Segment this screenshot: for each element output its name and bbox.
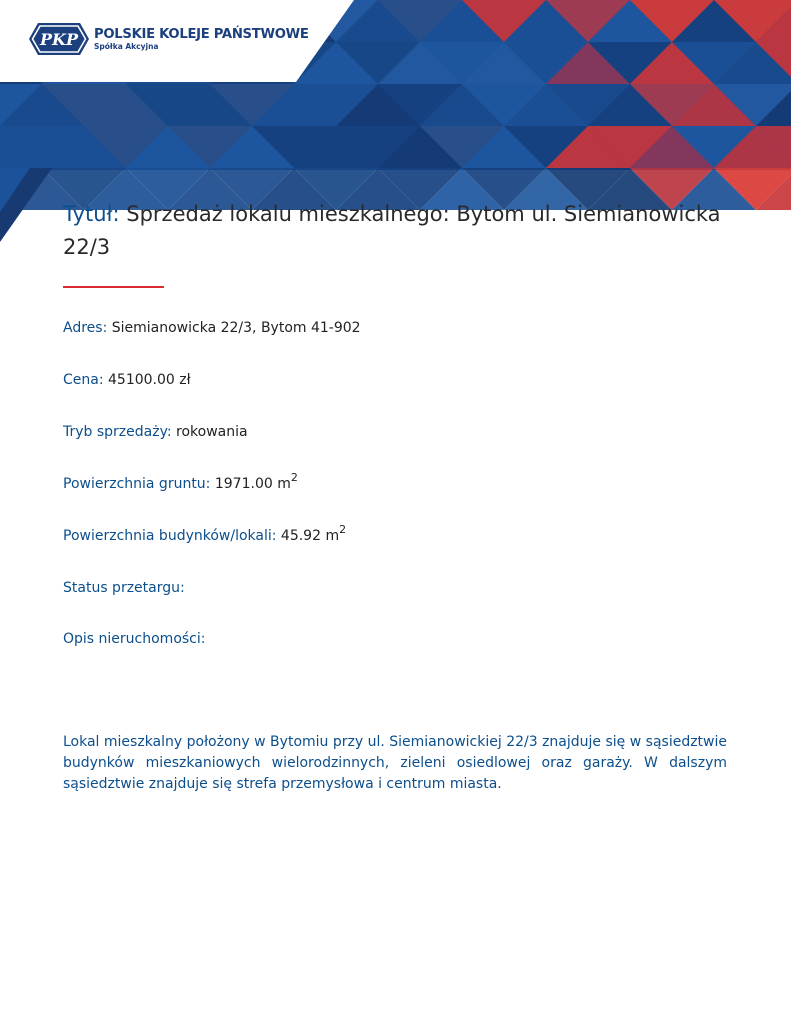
field-label: Powierzchnia gruntu: bbox=[63, 476, 211, 492]
field-label: Status przetargu: bbox=[63, 580, 185, 596]
title-value: Sprzedaż lokalu mieszkalnego: Bytom ul. Siemianowicka 22/3 bbox=[63, 202, 721, 259]
pkp-logo-mark-icon bbox=[28, 22, 90, 56]
field-value: Siemianowicka 22/3, Bytom 41-902 bbox=[111, 320, 361, 336]
field-value: 45.92 $m^2$ bbox=[280, 523, 347, 544]
field-label: Adres: bbox=[63, 320, 108, 336]
title-divider bbox=[63, 286, 164, 288]
unit-superscript: 2 bbox=[339, 523, 347, 536]
field-land-area bbox=[63, 471, 298, 493]
logo-title: POLSKIE KOLEJE PAŃSTWOWE bbox=[94, 26, 309, 42]
field-value: rokowania bbox=[176, 424, 248, 440]
field-building-area bbox=[63, 523, 347, 545]
page-title bbox=[63, 198, 723, 264]
title-label: Tytuł: bbox=[63, 202, 120, 226]
field-auction-status bbox=[63, 579, 185, 597]
field-label: Tryb sprzedaży: bbox=[63, 424, 172, 440]
field-property-description bbox=[63, 630, 205, 648]
unit-superscript: 2 bbox=[290, 471, 298, 484]
logo-subtitle: Spółka Akcyjna bbox=[94, 41, 159, 51]
field-price bbox=[63, 371, 191, 389]
field-value: 45100.00 zł bbox=[108, 372, 191, 388]
field-label: Opis nieruchomości: bbox=[63, 631, 206, 647]
field-label: Cena: bbox=[63, 372, 104, 388]
pkp-logo bbox=[28, 21, 309, 57]
logo-mark-text: PKP bbox=[40, 30, 78, 49]
field-sale-mode bbox=[63, 423, 248, 441]
field-value: 1971.00 $m^2$ bbox=[214, 471, 298, 492]
field-label: Powierzchnia budynków/lokali: bbox=[63, 528, 277, 544]
field-address bbox=[63, 319, 361, 337]
property-description-text: Lokal mieszkalny położony w Bytomiu przy ul. Siemianowickiej 22/3 znajduje się w sąsiedztwie budynków mieszkaniowych wielorodzinnych, zieleni osiedlowej oraz garaży. W dalszym sąsiedztwie znajduje się strefa przemysłowa i centrum miasta. bbox=[63, 734, 727, 792]
